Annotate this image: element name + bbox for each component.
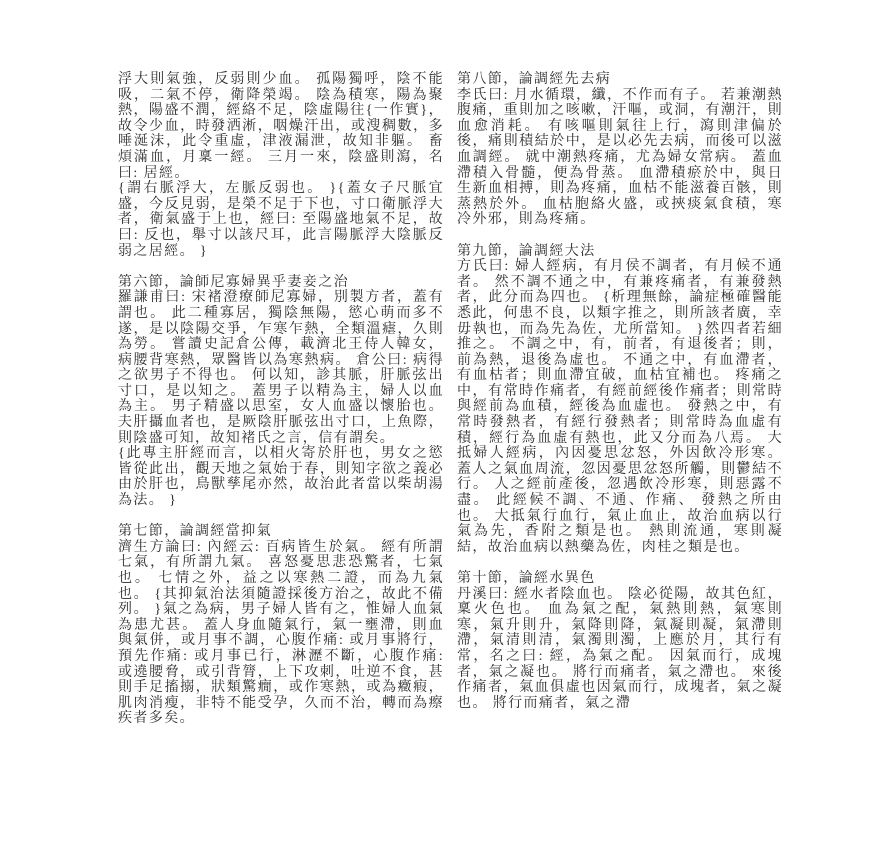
left-column xyxy=(118,72,444,727)
right-column xyxy=(457,72,783,727)
section-heading-8: 第八節，論調經先去病 xyxy=(457,72,611,87)
body-paragraph: 李氏曰: 月水循環，纖，不作而有子。 若兼潮熱腹痛，重則加之咳嗽，汗嘔，或洞，有潮汗，則血愈消耗。 有咳嘔則氣往上行，瀉則津偏於後，痛則積結於中，是以必先去病，而後可以滋血調經。 就中潮熱疼痛，尤為婦女常病。 蓋血滯積入骨髓，便為骨蒸。 血滯積瘀於中，與日生新血相搏，則為疼痛，血枯不能滋養百骸，則蒸熱於外。 血枯胞絡火盛，或挾痰氣食積，寒冷外邪，則為疼痛。 xyxy=(457,87,783,228)
section-heading-7: 第七節，論調經當抑氣 xyxy=(118,524,272,540)
body-paragraph: 濟生方論曰: 內經云: 百病皆生於氣。 經有所謂七氣，有所謂九氣。 喜怒憂思悲恐驚者，七氣也。 七情之外，益之以寒熱二證，而為九氣也。 {其抑氣治法須隨證採後方治之，故此不備列。 }氣之為病，男子婦人皆有之，惟婦人血氣為患尤甚。 蓋人身血隨氣行，氣一壅滯，則血與氣併，或月事不調，心腹作痛: 或月事將行，預先作痛: 或月事已行，淋瀝不斷，心腹作痛: 或遶腰脅，或引背膂，上下攻刺，吐逆不食，甚則手足搐搦，狀類驚癇，或作寒熱，或為癥瘕，肌肉消瘦，非特不能受孕，久而不治，轉而為瘵疾者多矣。 xyxy=(118,539,444,727)
body-paragraph: 羅謙甫曰: 宋褚澄療師尼寡婦，別製方者，蓋有謂也。 此二種寡居，獨陰無陽，慾心萌而多不遂，是以陰陽交爭，乍寒乍熱，全類溫瘧，久則為勞。 嘗讀史記倉公傳，載濟北王侍人韓女，病腰背寒熱，眾醫皆以為寒熱病。 倉公曰: 病得之欲男子不得也。 何以知，診其脈，肝脈弦出寸口，是以知之。 蓋男子以精為主，婦人以血為主。 男子精盛以思室，女人血盛以懷胎也。 夫肝攝血者也，是厥陰肝脈弦出寸口，上魚際，則陰盛可知，故知褚氏之言，信有謂矣。 xyxy=(118,290,444,446)
section-heading-10: 第十節，論經水異色 xyxy=(457,571,596,586)
annotation-paragraph: {此專主肝經而言，以相火寄於肝也，男女之慾皆從此出，觀天地之氣始于春，則知字欲之義必由於肝也，鳥獸孳尾亦然，故治此者當以柴胡湯為法。 } xyxy=(118,446,444,509)
annotation-paragraph: {謂右脈浮大，左脈反弱也。 }{蓋女子尺脈宜盛，今反見弱，是榮不足于下也，寸口衛脈浮大者，衛氣盛于上也，經曰: 至陽盛地氣不足，故曰: 反也，舉寸以該尺耳，此言陽脈浮大陰脈反弱之居經。 } xyxy=(118,181,444,259)
section-heading-9: 第九節，論調經大法 xyxy=(457,243,596,259)
body-paragraph: 方氏曰: 婦人經病，有月侯不調者，有月候不通者。 然不調不通之中，有兼疼痛者，有兼發熱者，此分而為四也。 {析理無餘，論症極確醫能悉此，何患不良，以類字推之，則所該者廣，幸毋執也，而為先為佐，尤所當知。 }然四者若細推之。 不調之中，有，前者，有退後者；則，前為熱，退後為虛也。 不通之中，有血滯者，有血枯者；則血滯宜破，血枯宜補也。 疼痛之中，有常時作痛者，有經前經後作痛者；則常時與經前為血積，經後為血虛也。 發熱之中，有常時發熱者，有經行發熱者；則常時為血虛有積，經行為血虛有熱也，此又分而為八焉。 大抵婦人經病，內因憂思忿怒，外因飲冷形寒。 蓋人之氣血周流，忽因憂思忿怒所觸，則鬱結不行。 人之經前產後，忽遇飲冷形寒，則惡露不盡。 此經候不調、不通、作痛、 發熱之所由也。 大抵氣行血行，氣止血止，故治血病以行氣為先，香附之類是也。 熱則流通，寒則凝結，故治血病以熱藥為佐，肉桂之類是也。 xyxy=(457,259,783,555)
body-paragraph: 浮大則氣強，反弱則少血。 孤陽獨呼，陰不能吸，二氣不停，衛降榮竭。 陰為積寒，陽為聚熱，陽盛不潤，經絡不足，陰虛陽往{一作實}，故令少血，時發洒淅，咽燥汗出，或溲稠數，多唾涎沫，此令重虛，津液漏泄，故知非軀。 畜煩滿血，月稟一經。 三月一來，陰盛則瀉，名曰: 居經。 xyxy=(118,72,444,181)
body-paragraph: 丹溪曰: 經水者陰血也。 陰必從陽，故其色紅，稟火色也。 血為氣之配，氣熱則熱，氣寒則寒，氣升則升，氣降則降，氣凝則凝，氣滯則滯，氣清則清，氣濁則濁，上應於月，其行有常，名之曰: 經，為氣之配。 因氣而行，成塊者，氣之凝也。 將行而痛者，氣之滯也。 來後作痛者，氣血俱虛也因氣而行，成塊者，氣之凝也。 將行而痛者，氣之滯 xyxy=(457,586,783,711)
section-heading-6: 第六節，論師尼寡婦異乎妻妾之治 xyxy=(118,274,349,290)
text-columns xyxy=(118,72,783,727)
